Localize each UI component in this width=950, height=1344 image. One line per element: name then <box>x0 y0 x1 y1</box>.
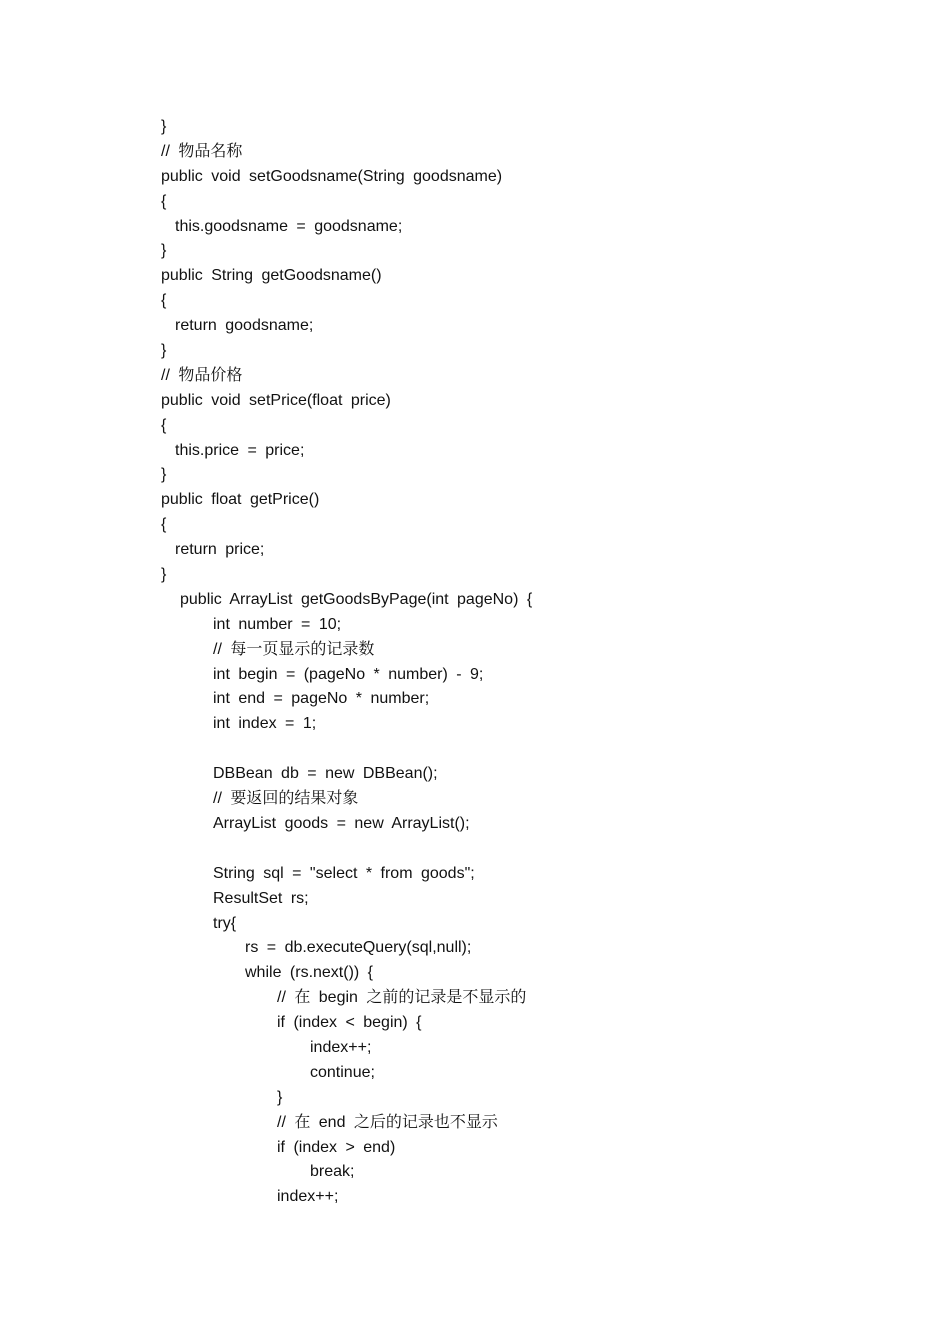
code-line: this.price = price; <box>175 441 305 459</box>
code-line: { <box>161 416 167 434</box>
code-line: // 物品价格 <box>161 366 243 384</box>
code-line: // 在 begin 之前的记录是不显示的 <box>277 989 527 1007</box>
code-line: rs = db.executeQuery(sql,null); <box>245 939 472 957</box>
code-line: this.goodsname = goodsname; <box>175 217 403 235</box>
code-line: ArrayList goods = new ArrayList(); <box>213 814 470 832</box>
code-line: if (index > end) <box>277 1138 396 1156</box>
code-line: } <box>161 342 167 360</box>
code-line: } <box>161 566 167 584</box>
code-line: int index = 1; <box>213 715 317 733</box>
code-line: ResultSet rs; <box>213 889 309 907</box>
code-line: public float getPrice() <box>161 491 320 509</box>
code-line: index++; <box>310 1038 372 1056</box>
code-line: public ArrayList getGoodsByPage(int pageNo) { <box>180 590 533 608</box>
code-line: try{ <box>213 914 237 932</box>
code-line: int end = pageNo * number; <box>213 690 430 708</box>
code-line: { <box>161 192 167 210</box>
code-line: int begin = (pageNo * number) - 9; <box>213 665 484 683</box>
code-line: } <box>277 1088 283 1106</box>
code-line: return goodsname; <box>175 317 314 335</box>
code-line: // 在 end 之后的记录也不显示 <box>277 1113 498 1131</box>
code-line: String sql = "select * from goods"; <box>213 864 475 882</box>
code-line: // 要返回的结果对象 <box>213 790 359 808</box>
blank-line <box>161 837 532 862</box>
code-line: continue; <box>310 1063 375 1081</box>
code-line: break; <box>310 1163 355 1181</box>
code-line: { <box>161 516 167 534</box>
code-line: int number = 10; <box>213 615 342 633</box>
code-line: } <box>161 242 167 260</box>
code-listing <box>161 115 532 1210</box>
code-line: public void setPrice(float price) <box>161 391 391 409</box>
code-line: // 每一页显示的记录数 <box>213 640 375 658</box>
code-line: while (rs.next()) { <box>245 964 374 982</box>
code-line: } <box>161 466 167 484</box>
code-line: // 物品名称 <box>161 142 243 160</box>
code-line: } <box>161 118 167 135</box>
code-line: if (index < begin) { <box>277 1014 422 1032</box>
code-line: public void setGoodsname(String goodsname) <box>161 167 503 185</box>
code-line: DBBean db = new DBBean(); <box>213 765 438 783</box>
code-line: return price; <box>175 541 265 559</box>
blank-line <box>161 737 532 762</box>
code-line: { <box>161 292 167 310</box>
code-line: public String getGoodsname() <box>161 267 382 285</box>
code-line: index++; <box>277 1188 339 1206</box>
